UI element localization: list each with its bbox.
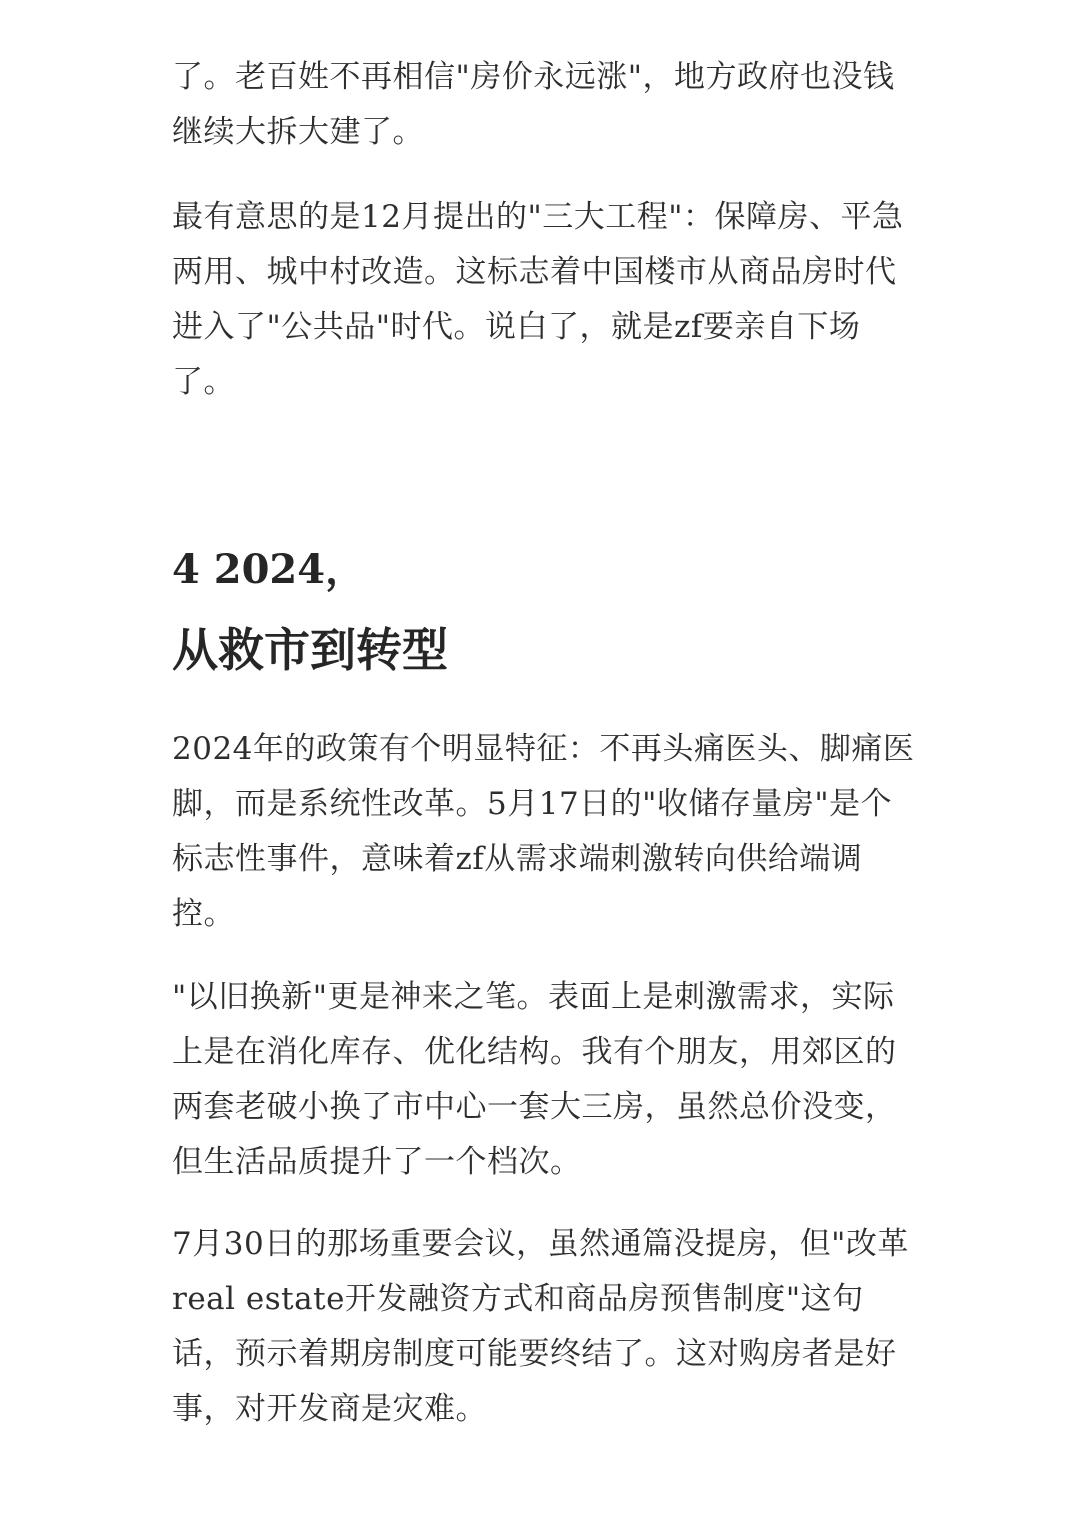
- paragraph: 最有意思的是12月提出的"三大工程"：保障房、平急两用、城中村改造。这标志着中国楼市从商品房时代进入了"公共品"时代。说白了，就是zf要亲自下场了。: [172, 199, 904, 400]
- paragraph: 7月30日的那场重要会议，虽然通篇没提房，但"改革real estate开发融资方式和商品房预售制度"这句话，预示着期房制度可能要终结了。这对购房者是好事，对开发商是灾难。: [172, 1226, 909, 1427]
- section-title: 从救市到转型: [172, 623, 448, 677]
- section-number: 4 2024，: [172, 546, 366, 593]
- paragraph: 了。老百姓不再相信"房价永远涨"，地方政府也没钱继续大拆大建了。: [172, 59, 895, 150]
- paragraph: "以旧换新"更是神来之笔。表面上是刺激需求，实际上是在消化库存、优化结构。我有个朋友，用郊区的两套老破小换了市中心一套大三房，虽然总价没变，但生活品质提升了一个档次。: [172, 979, 897, 1180]
- paragraph: 2024年的政策有个明显特征：不再头痛医头、脚痛医脚，而是系统性改革。5月17日的"收储存量房"是个标志性事件，意味着zf从需求端刺激转向供给端调控。: [172, 731, 915, 932]
